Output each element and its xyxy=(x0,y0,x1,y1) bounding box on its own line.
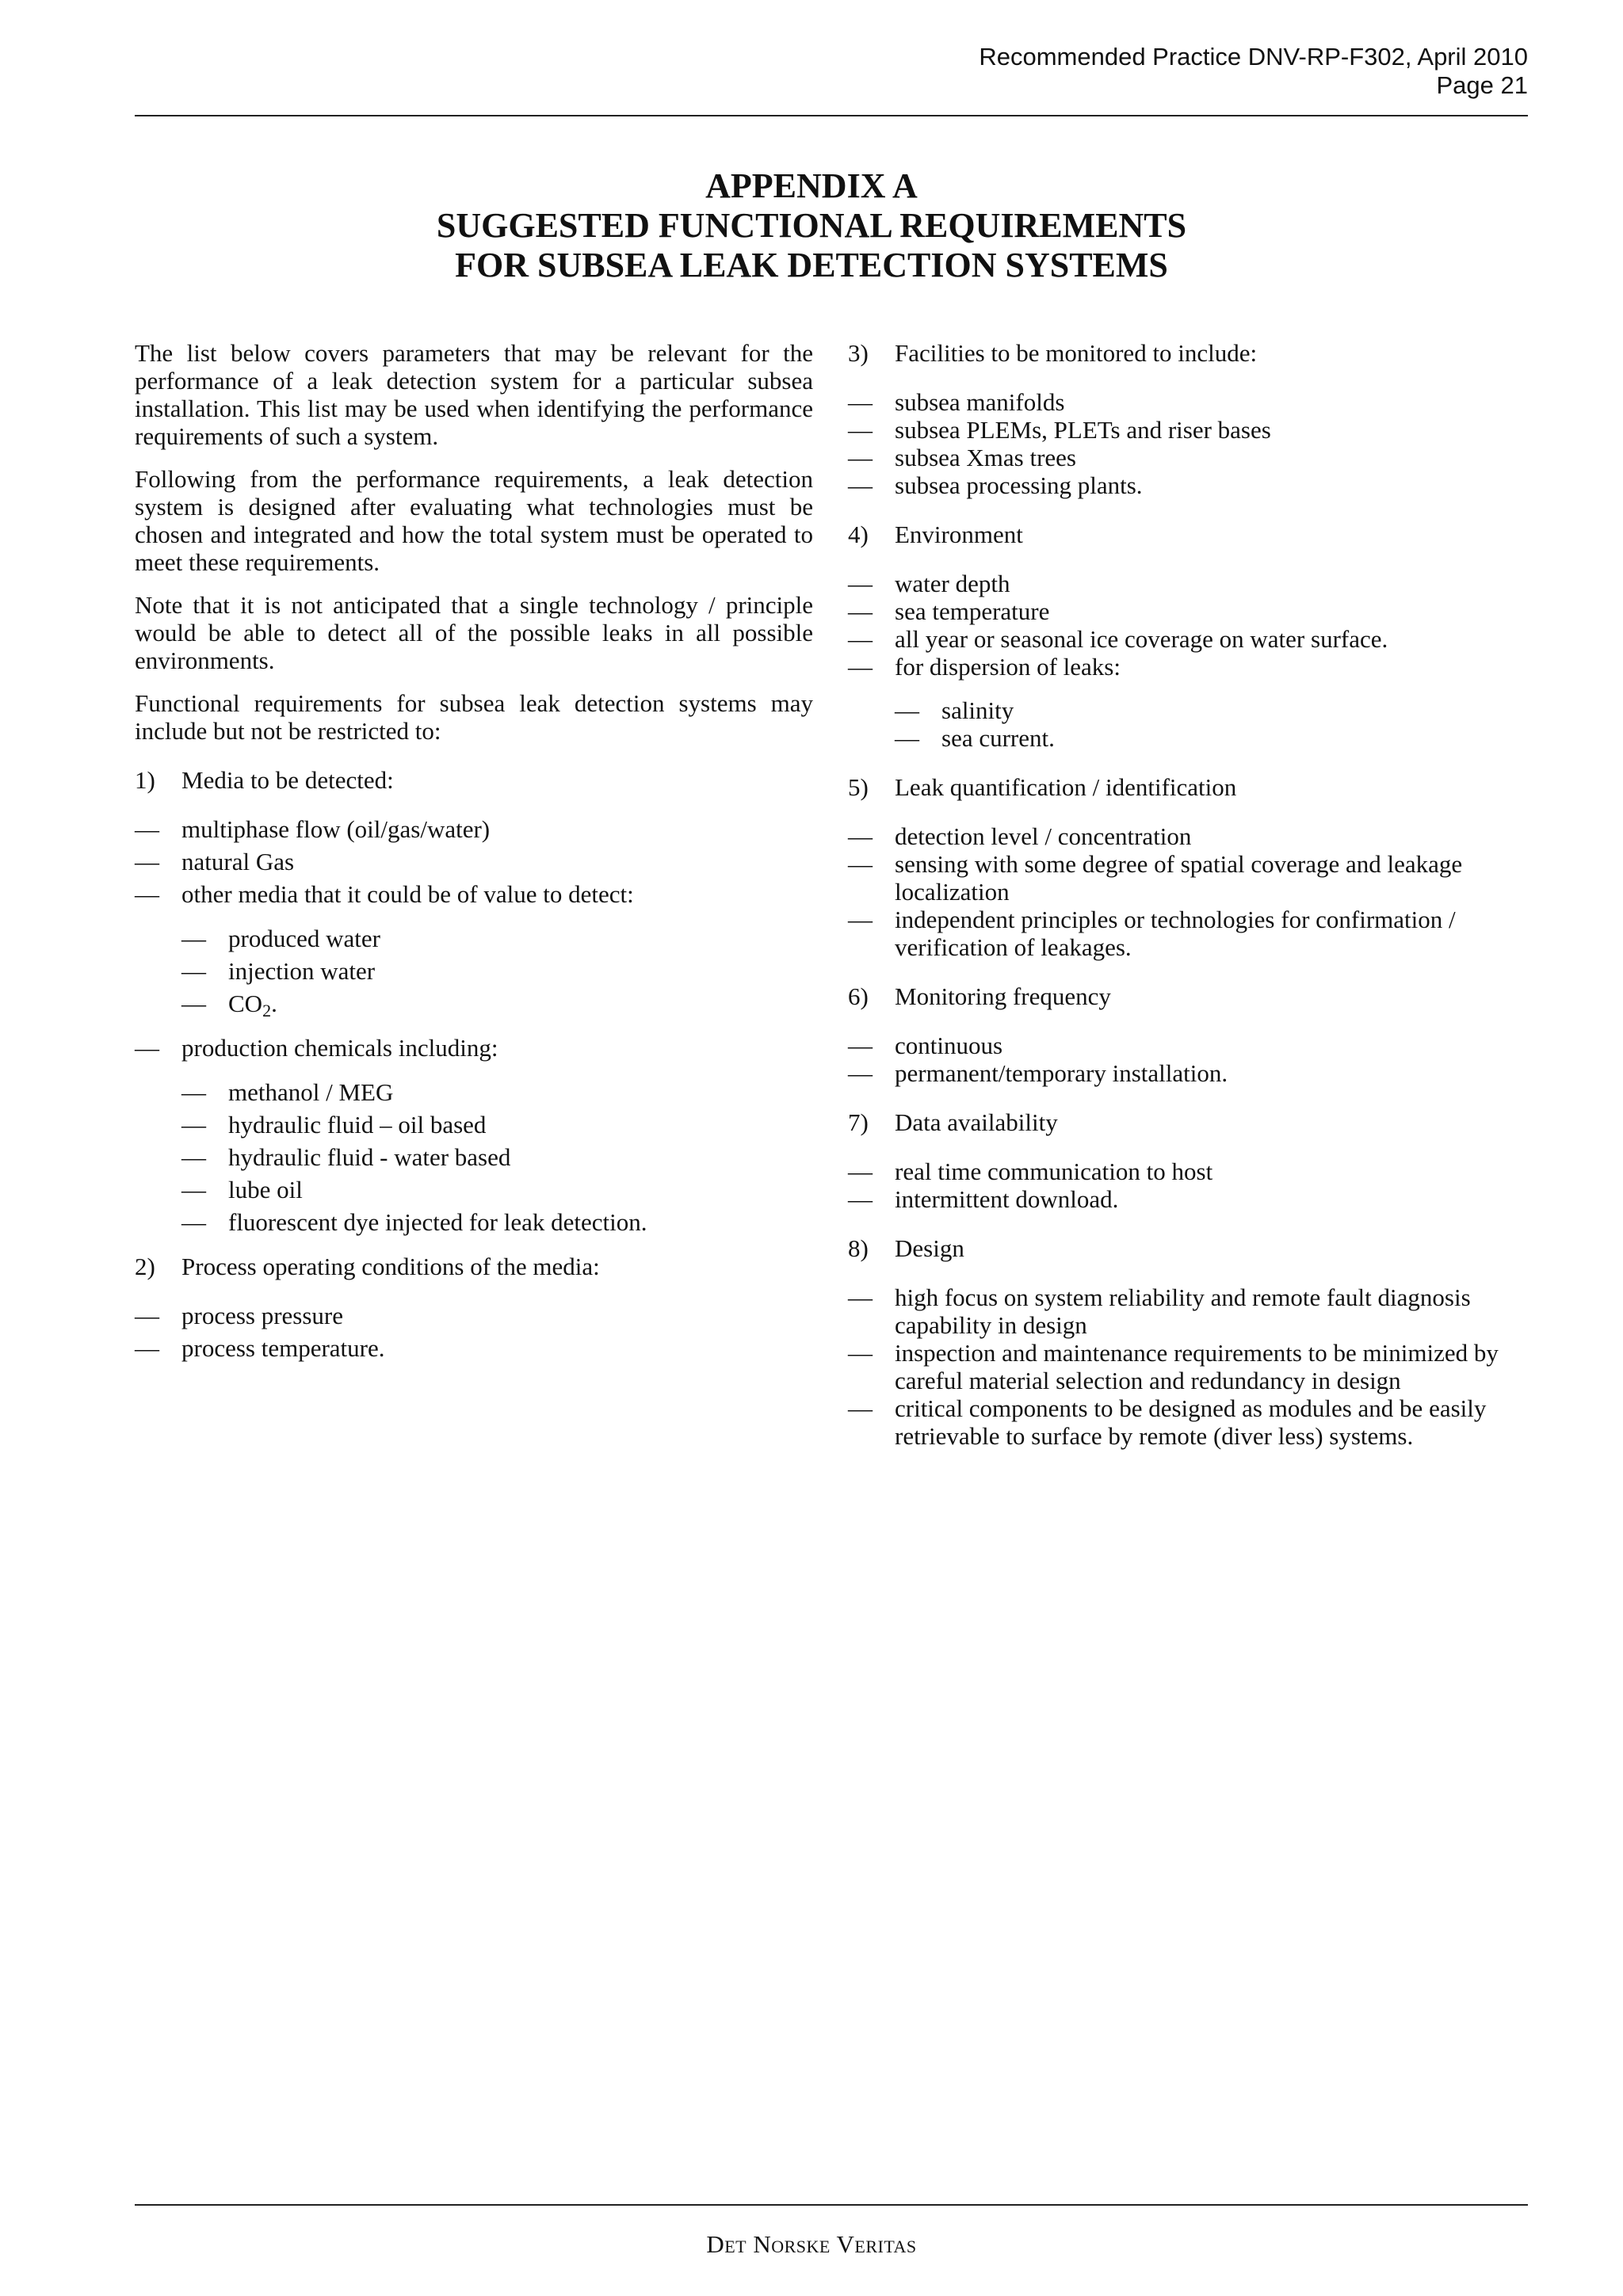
environment-list xyxy=(848,570,1528,681)
list-item: — for dispersion of leaks: xyxy=(848,653,1121,681)
list-item: — sensing with some degree of spatial coverage and leakage localization xyxy=(848,850,1463,906)
list-item: — production chemicals including: xyxy=(135,1034,498,1062)
section-title: Media to be detected: xyxy=(181,766,394,794)
section-title: Environment xyxy=(895,521,1023,548)
section-number: 5) xyxy=(848,773,869,801)
section-number: 3) xyxy=(848,339,869,367)
quantification-list xyxy=(848,822,1528,961)
list-item: — produced water xyxy=(181,925,380,952)
section-title: Leak quantification / identification xyxy=(895,773,1237,801)
list-item: — all year or seasonal ice coverage on water surface. xyxy=(848,625,1388,653)
list-item: — water depth xyxy=(848,570,1010,597)
list-item: — subsea Xmas trees xyxy=(848,444,1076,471)
list-item: — hydraulic fluid – oil based xyxy=(181,1111,487,1138)
list-item: — sea temperature xyxy=(848,597,1050,625)
dispersion-sublist xyxy=(895,696,1528,752)
section-5-heading xyxy=(848,773,1528,801)
list-item: — process temperature. xyxy=(135,1334,385,1362)
title-line-2: SUGGESTED FUNCTIONAL REQUIREMENTS xyxy=(436,206,1187,245)
list-item: — salinity xyxy=(895,696,1014,724)
list-item: — sea current. xyxy=(895,724,1055,752)
publisher-name: Det Norske Veritas xyxy=(706,2230,917,2258)
footer-rule xyxy=(135,2204,1528,2206)
section-1-heading xyxy=(135,766,813,794)
process-conditions-list xyxy=(135,1302,813,1362)
section-title: Facilities to be monitored to include: xyxy=(895,339,1258,367)
title-line-1: APPENDIX A xyxy=(705,166,918,205)
right-column xyxy=(848,339,1528,1471)
section-number: 8) xyxy=(848,1234,869,1262)
list-item: — $CO_2$. xyxy=(181,990,277,1020)
chemicals-sublist xyxy=(181,1078,813,1236)
intro-paragraph: The list below covers parameters that may be relevant for the performance of a leak detection system for a particular subsea installation. This list may be used when identifying the performance requirements of such a system. xyxy=(135,339,813,450)
section-number: 1) xyxy=(135,766,155,794)
section-number: 6) xyxy=(848,982,869,1010)
list-item: — critical components to be designed as modules and be easily retrievable to surface by remote (diver less) systems. xyxy=(848,1394,1487,1450)
list-item: — subsea manifolds xyxy=(848,388,1065,416)
other-media-sublist xyxy=(181,925,813,1020)
list-item: — natural Gas xyxy=(135,848,295,875)
list-item: — fluorescent dye injected for leak detection. xyxy=(181,1208,647,1236)
section-number: 2) xyxy=(135,1253,155,1280)
section-7-heading xyxy=(848,1108,1528,1136)
list-item: — process pressure xyxy=(135,1302,344,1329)
list-item: — inspection and maintenance requirements to be minimized by careful material selection and redundancy in design xyxy=(848,1339,1499,1394)
section-title: Monitoring frequency xyxy=(895,982,1111,1010)
list-item: — continuous xyxy=(848,1032,1003,1059)
list-item: — other media that it could be of value to detect: xyxy=(135,880,634,908)
page-number: Page 21 xyxy=(1436,71,1528,99)
list-item: — multiphase flow (oil/gas/water) xyxy=(135,815,491,843)
design-list xyxy=(848,1283,1528,1450)
section-number: 4) xyxy=(848,521,869,548)
frequency-list xyxy=(848,1032,1528,1087)
facilities-list xyxy=(848,388,1528,499)
section-3-heading xyxy=(848,339,1528,367)
section-4-heading xyxy=(848,521,1528,548)
list-item: — high focus on system reliability and remote fault diagnosis capability in design xyxy=(848,1283,1471,1339)
availability-list xyxy=(848,1158,1528,1213)
list-item: — permanent/temporary installation. xyxy=(848,1059,1228,1087)
section-title: Process operating conditions of the media: xyxy=(181,1253,600,1280)
section-6-heading xyxy=(848,982,1528,1010)
list-item: — hydraulic fluid - water based xyxy=(181,1143,511,1171)
title-line-3: FOR SUBSEA LEAK DETECTION SYSTEMS xyxy=(455,246,1168,284)
appendix-title xyxy=(0,166,1623,285)
section-title: Data availability xyxy=(895,1108,1058,1136)
list-item: — injection water xyxy=(181,957,376,985)
left-column xyxy=(135,339,813,1383)
design-paragraph: Following from the performance requirements, a leak detection system is designed after evaluating what technologies must be chosen and integrated and how the total system must be operated to meet these requirements. xyxy=(135,465,813,576)
section-8-heading xyxy=(848,1234,1528,1262)
footer xyxy=(0,2230,1623,2259)
list-item: — detection level / concentration xyxy=(848,822,1192,850)
list-item: — lube oil xyxy=(181,1176,303,1203)
header-rule xyxy=(135,115,1528,116)
list-item: — methanol / MEG xyxy=(181,1078,394,1106)
running-header xyxy=(979,43,1528,100)
list-item: — independent principles or technologies for confirmation / verification of leakages. xyxy=(848,906,1456,961)
chemicals-list xyxy=(135,1034,813,1062)
note-paragraph: Note that it is not anticipated that a single technology / principle would be able to detect all of the possible leaks in all possible environments. xyxy=(135,591,813,674)
list-item: — subsea PLEMs, PLETs and riser bases xyxy=(848,416,1271,444)
section-number: 7) xyxy=(848,1108,869,1136)
media-list xyxy=(135,815,813,908)
section-2-heading xyxy=(135,1253,813,1280)
list-item: — subsea processing plants. xyxy=(848,471,1143,499)
section-title: Design xyxy=(895,1234,964,1262)
functional-intro-paragraph: Functional requirements for subsea leak detection systems may include but not be restricted to: xyxy=(135,689,813,745)
doc-reference: Recommended Practice DNV-RP-F302, April 2010 xyxy=(979,43,1528,71)
list-item: — intermittent download. xyxy=(848,1185,1119,1213)
list-item: — real time communication to host xyxy=(848,1158,1213,1185)
